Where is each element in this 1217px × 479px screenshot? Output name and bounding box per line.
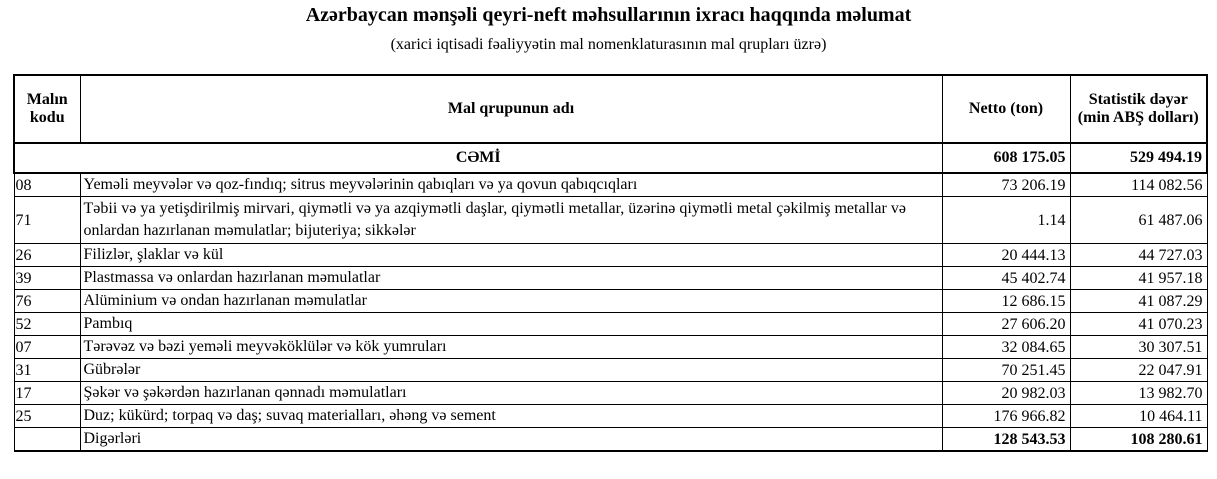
row-netto: 70 251.45 (942, 359, 1070, 382)
row-netto: 20 444.13 (942, 244, 1070, 267)
row-code: 71 (14, 197, 80, 244)
row-netto: 176 966.82 (942, 405, 1070, 428)
table-row (14, 197, 1207, 244)
row-code: 52 (14, 313, 80, 336)
page-subtitle: (xarici iqtisadi fəaliyyətin mal nomenklaturasının mal qrupları üzrə) (390, 36, 827, 53)
others-netto: 128 543.53 (942, 428, 1070, 452)
row-code: 76 (14, 290, 80, 313)
row-netto: 32 084.65 (942, 336, 1070, 359)
header-value: Statistik dəyər (min ABŞ dolları) (1070, 75, 1207, 143)
row-name: Yeməli meyvələr və qoz-fındıq; sitrus meyvələrinin qabıqları və ya qovun qabıqcıqları (80, 173, 942, 197)
table-row (14, 382, 1207, 405)
total-value: 529 494.19 (1070, 143, 1207, 173)
table-row (14, 313, 1207, 336)
others-name: Digərləri (80, 428, 942, 452)
row-value: 41 957.18 (1070, 267, 1207, 290)
row-value: 61 487.06 (1070, 197, 1207, 244)
row-value: 41 070.23 (1070, 313, 1207, 336)
header-name: Mal qrupunun adı (80, 75, 942, 143)
total-label: CƏMİ (14, 143, 942, 173)
table-row (14, 359, 1207, 382)
row-netto: 45 402.74 (942, 267, 1070, 290)
others-row (14, 428, 1207, 452)
row-value: 30 307.51 (1070, 336, 1207, 359)
row-netto: 73 206.19 (942, 173, 1070, 197)
row-netto: 1.14 (942, 197, 1070, 244)
row-value: 13 982.70 (1070, 382, 1207, 405)
others-value: 108 280.61 (1070, 428, 1207, 452)
row-code: 08 (14, 173, 80, 197)
table-row (14, 336, 1207, 359)
row-name: Təbii və ya yetişdirilmiş mirvari, qiymətli və ya azqiymətli daşlar, qiymətli metallar, üzərinə qiymətli metal çəkilmiş metallar və onlardan hazırlanan məmulatlar; bijuteriya; sikkələr (80, 197, 942, 244)
table-row (14, 267, 1207, 290)
row-netto: 20 982.03 (942, 382, 1070, 405)
row-code: 31 (14, 359, 80, 382)
header-code: Malın kodu (14, 75, 80, 143)
table-row (14, 405, 1207, 428)
row-code: 39 (14, 267, 80, 290)
row-value: 22 047.91 (1070, 359, 1207, 382)
row-value: 44 727.03 (1070, 244, 1207, 267)
header-netto: Netto (ton) (942, 75, 1070, 143)
row-name: Plastmassa və onlardan hazırlanan məmulatlar (80, 267, 942, 290)
page-title: Azərbaycan mənşəli qeyri-neft məhsullarının ixracı haqqında məlumat (305, 4, 912, 26)
table-row (14, 244, 1207, 267)
others-code (14, 428, 80, 452)
total-row (14, 143, 1207, 173)
row-code: 17 (14, 382, 80, 405)
row-netto: 27 606.20 (942, 313, 1070, 336)
row-name: Gübrələr (80, 359, 942, 382)
row-code: 25 (14, 405, 80, 428)
row-name: Pambıq (80, 313, 942, 336)
row-name: Şəkər və şəkərdən hazırlanan qənnadı məmulatları (80, 382, 942, 405)
export-table (13, 74, 1208, 452)
row-name: Duz; kükürd; torpaq və daş; suvaq materialları, əhəng və sement (80, 405, 942, 428)
row-code: 07 (14, 336, 80, 359)
row-name: Filizlər, şlaklar və kül (80, 244, 942, 267)
row-code: 26 (14, 244, 80, 267)
table-row (14, 173, 1207, 197)
header-row (14, 75, 1207, 143)
row-netto: 12 686.15 (942, 290, 1070, 313)
row-name: Tərəvəz və bəzi yeməli meyvəköklülər və kök yumruları (80, 336, 942, 359)
row-name: Alüminium və ondan hazırlanan məmulatlar (80, 290, 942, 313)
row-value: 41 087.29 (1070, 290, 1207, 313)
row-value: 10 464.11 (1070, 405, 1207, 428)
total-netto: 608 175.05 (942, 143, 1070, 173)
row-value: 114 082.56 (1070, 173, 1207, 197)
table-row (14, 290, 1207, 313)
